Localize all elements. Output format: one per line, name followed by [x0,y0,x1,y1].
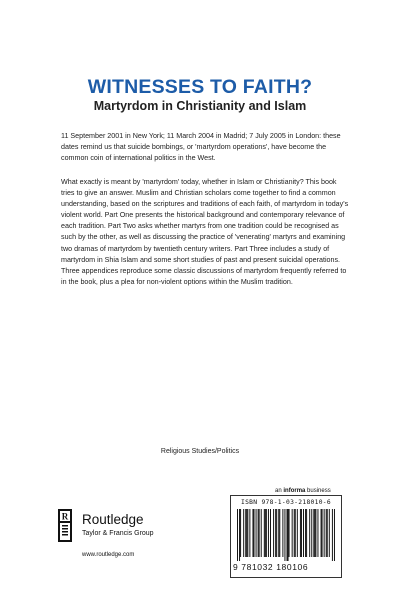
logo-letter: R [61,511,69,522]
barcode-bar [295,509,296,557]
informa-prefix: an [275,488,282,494]
informa-business-tagline [275,488,331,494]
barcode-bar [268,509,269,557]
barcode-bar [332,509,333,561]
barcode-bar [326,509,327,557]
barcode-bar [243,509,244,557]
isbn-barcode-panel [230,495,342,578]
barcode-bar [284,509,285,561]
barcode-bar [329,509,330,557]
barcode-bar [303,509,304,557]
barcode-bar [327,509,328,557]
barcode-icon [237,509,335,561]
barcode-bar [247,509,248,557]
barcode-bar [239,509,240,561]
barcode-bar [315,509,316,557]
blurb-paragraph-1: 11 September 2001 in New York; 11 March 2004 in Madrid; 7 July 2005 in London: these dates remind us that suicide bombings, or 'martyrdom operations', have become the common coin of international politics in the West. [61,132,341,163]
publisher-group: Taylor & Francis Group [82,530,154,537]
barcode-bar [288,509,289,561]
barcode-bar [317,509,318,557]
routledge-logo-icon [58,509,72,542]
informa-brand: informa [283,488,306,494]
book-title: WITNESSES TO FAITH? [87,76,313,98]
barcode-bar [237,509,238,561]
barcode-bar [266,509,267,557]
barcode-bar [301,509,302,557]
barcode-bar [276,509,277,557]
barcode-bar [254,509,255,557]
book-subtitle: Martyrdom in Christianity and Islam [93,99,307,113]
blurb-paragraph-2: What exactly is meant by 'martyrdom' today, whether in Islam or Christianity? This book tries to give an answer. Muslim and Christian scholars come together to find a common understanding, based on the scriptures and traditions of each faith, of martyrdom in today's violent world. Part One presents the historical background and contemporary relevance of each tradition. Part Two asks whether martyrs from one tradition could be recognised as such by the other, as well as discussing the practice of 'venerating' martyrs and examining two dramas of martyrdom by twentieth century writers. Part Three includes a study of martyrdom in Shia Islam and some short studies of past and present suicidal operations. Three appendices reproduce some classic discussions of martyrdom frequently referred to in the book, plus a plea for non-violent options within the Muslim tradition. [61,178,349,286]
barcode-bar [334,509,335,561]
isbn-label: ISBN 978-1-03-218010-6 [240,499,331,506]
barcode-bar [311,509,312,557]
barcode-digits: 9 781032 180106 [233,562,309,572]
barcode-bar [314,509,315,557]
barcode-bar [240,509,241,557]
barcode-bar [313,509,314,557]
barcode-bar [279,509,280,557]
barcode-bar [245,509,246,557]
barcode-bar [287,509,288,561]
barcode-bar [275,509,276,557]
barcode-bar [282,509,283,557]
barcode-bar [265,509,266,557]
barcode-bar [305,509,306,557]
subject-category: Religious Studies/Politics [160,448,240,455]
barcode-bar [289,509,290,557]
barcode-bar [264,509,265,557]
barcode-bar [246,509,247,557]
barcode-bar [321,509,322,557]
publisher-name: Routledge [82,512,144,527]
barcode-bar [249,509,250,557]
barcode-bar [306,509,307,557]
barcode-bar [294,509,295,557]
barcode-bar [324,509,325,557]
informa-suffix: business [307,488,331,494]
barcode-bar [270,509,271,557]
barcode-bar [297,509,298,557]
barcode-bar [300,509,301,557]
barcode-bar [309,509,310,557]
barcode-bar [322,509,323,557]
barcode-bar [252,509,253,557]
barcode-bar [273,509,274,557]
barcode-bar [259,509,260,557]
publisher-url: www.routledge.com [82,552,135,558]
barcode-bar [261,509,262,557]
barcode-bar [258,509,259,557]
barcode-bar [256,509,257,557]
barcode-bar [278,509,279,557]
barcode-bar [292,509,293,557]
